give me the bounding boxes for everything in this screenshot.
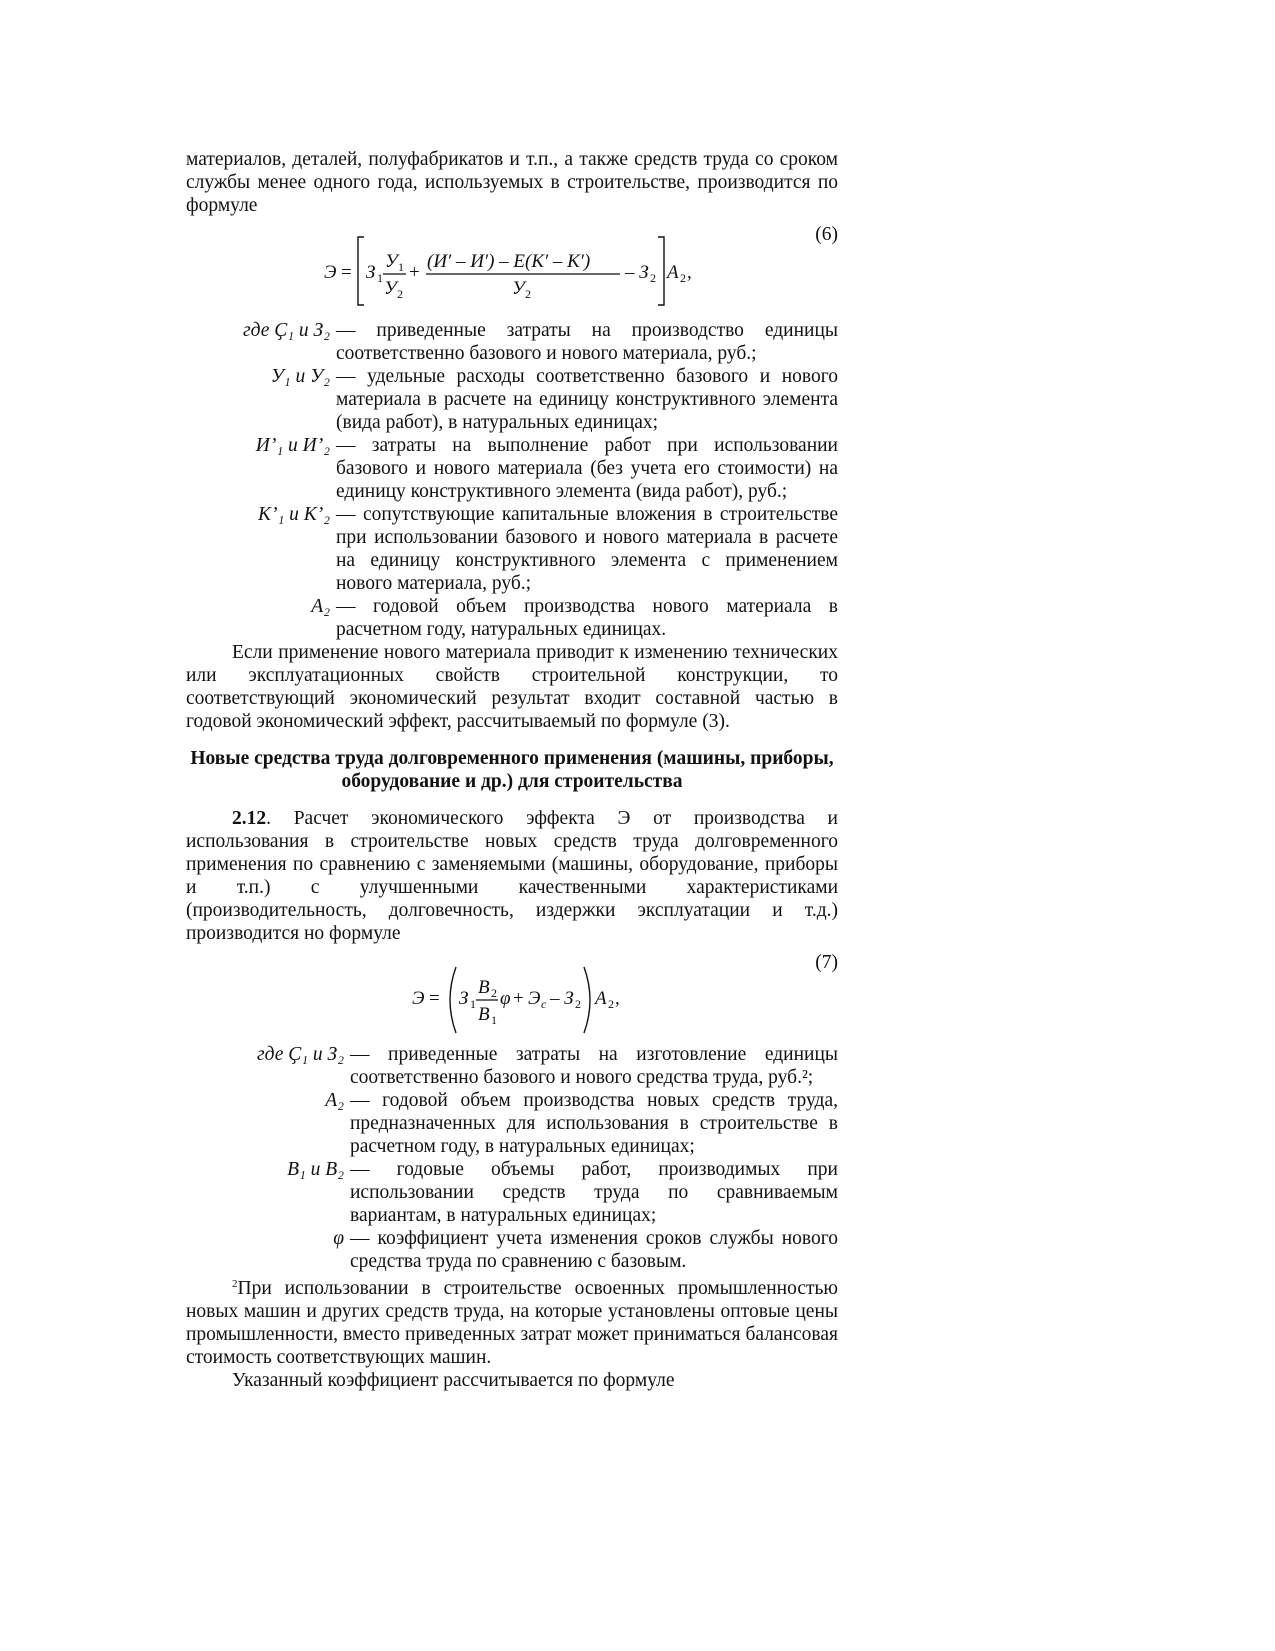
definition-text: — годовой объем производства новых средств труда, предназначенных для использования в строительстве в расчетном году, в натуральных единицах;: [350, 1090, 838, 1157]
definition-row: [186, 1158, 838, 1227]
formula-6-number: (6): [815, 224, 838, 245]
definition-text: — сопутствующие капитальные вложения в строительстве при использовании базового и нового материала в расчете на единицу конструктивного элемента с применением нового материала, руб.;: [336, 504, 838, 594]
definition-symbol: У₁ и У₂: [270, 366, 330, 387]
eq7-z2-sub: 2: [575, 997, 581, 1011]
footnote-text: При использовании в строительстве освоенных промышленностью новых машин и других средств труда, на которые установлены оптовые цены промышленности, вместо приведенных затрат может приниматься балансовая стоимость соответствующих машин.: [186, 1278, 838, 1368]
eq7-b2-sub: 2: [491, 986, 497, 1000]
formula-6: [186, 223, 838, 319]
eq6-a2: А: [667, 262, 679, 283]
document-page: [186, 148, 838, 1392]
eq6-z2-sub: 2: [650, 271, 656, 285]
eq6-right-bracket: [658, 237, 664, 305]
definition-row: [186, 503, 838, 595]
eq7-equals: =: [429, 988, 440, 1009]
eq6-plus: +: [409, 262, 420, 283]
definition-row: [186, 365, 838, 434]
last-line: Указанный коэффициент рассчитывается по формуле: [232, 1370, 675, 1391]
eq7-left-paren: [450, 967, 456, 1033]
formula-6-definitions: [186, 319, 838, 641]
eq6-equals: =: [341, 262, 352, 283]
definition-text: — приведенные затраты на изготовление единицы соответственно базового и нового средства труда, руб.²;: [350, 1044, 838, 1088]
eq6-numerator: (И′ – И′) – Е(К′ – К′): [427, 251, 591, 272]
paragraph-after-6: Если применение нового материала приводит к изменению технических или эксплуатационных свойств строительной конструкции, то соответствующий экономический результат входит составной частью в годовой экономический эффект, рассчитываемый по формуле (3).: [186, 642, 838, 732]
eq6-u2: У: [384, 278, 397, 299]
eq7-minus-z2: – З: [550, 988, 574, 1009]
eq7-lhs: Э: [412, 988, 425, 1009]
eq6-z1-sub: 1: [377, 271, 383, 285]
eq7-plus: +: [513, 988, 524, 1009]
definition-text: — годовые объемы работ, производимых при использовании средств труда по сравниваемым вариантам, в натуральных единицах;: [350, 1159, 838, 1226]
eq7-b1-sub: 1: [491, 1013, 497, 1027]
definition-symbol: К’₁ и К’₂: [258, 504, 330, 525]
eq7-z1: З: [459, 988, 469, 1009]
paragraph-2-12-text: . Расчет экономического эффекта Э от производства и использования в строительстве новых средств труда долговременного применения по сравнению с заменяемыми (машины, оборудование, приборы и т.п.) с улучшенными качественными характеристиками (производительность, долговечность, издержки эксплуатации и т.д.) производится но формуле: [186, 808, 838, 944]
paragraph-2-12-number: 2.12: [232, 808, 267, 829]
eq6-denominator-u2: У: [512, 278, 525, 299]
eq6-u2-sub: 2: [397, 287, 403, 301]
eq7-b1: В: [478, 1004, 490, 1025]
eq6-minus-z2: – З: [625, 262, 649, 283]
definition-text: — затраты на выполнение работ при использовании базового и нового материала (без учета его стоимости) на единицу конструктивного элемента (вида работ), руб.;: [336, 435, 838, 502]
eq6-comma: ,: [687, 262, 692, 283]
definition-symbol: И’₁ и И’₂: [255, 435, 330, 456]
definition-row: [186, 1089, 838, 1158]
eq7-b2: В: [478, 977, 490, 998]
eq7-right-paren: [584, 967, 590, 1033]
eq7-a2: А: [595, 988, 607, 1009]
definition-text: — удельные расходы соответственно базового и нового материала в расчете на единицу конструктивного элемента (вида работ), в натуральных единицах;: [336, 366, 838, 433]
definition-symbol: φ: [333, 1228, 344, 1249]
eq7-phi: φ: [500, 988, 511, 1009]
eq6-z1: З: [366, 262, 376, 283]
definition-row: [186, 434, 838, 503]
footnote: [186, 1273, 838, 1369]
definition-text: — коэффициент учета изменения сроков службы нового средства труда по сравнению с базовым.: [350, 1228, 838, 1272]
definition-symbol: В₁ и В₂: [287, 1159, 344, 1180]
eq7-ec-sub: с: [541, 997, 547, 1011]
formula-7-svg: [186, 951, 838, 1043]
formula-7: [186, 951, 838, 1043]
eq6-u1-sub: 1: [398, 260, 404, 274]
eq7-ec: Э: [528, 988, 541, 1009]
eq6-left-bracket: [358, 237, 364, 305]
definition-symbol: А₂: [311, 596, 330, 617]
definition-row: [186, 319, 838, 365]
eq7-comma: ,: [615, 988, 620, 1009]
definition-symbol: где Ҫ₁ и З₂: [243, 320, 330, 341]
definition-row: [186, 595, 838, 641]
definition-symbol: А₂: [325, 1090, 344, 1111]
section-heading: Новые средства труда долговременного применения (машины, приборы, оборудование и др.) для строительства: [190, 748, 834, 792]
definition-text: — годовой объем производства нового материала в расчетном году, натуральных единицах.: [336, 596, 838, 640]
definition-row: [186, 1227, 838, 1273]
footnote-mark: 2: [232, 1278, 238, 1290]
definition-text: — приведенные затраты на производство единицы соответственно базового и нового материала, руб.;: [336, 320, 838, 364]
eq6-u1: У: [385, 251, 398, 272]
formula-7-number: (7): [815, 952, 838, 973]
formula-6-svg: [186, 223, 838, 319]
intro-paragraph: материалов, деталей, полуфабрикатов и т.п., а также средств труда со сроком службы менее одного года, используемых в строительстве, производится по формуле: [186, 149, 838, 216]
formula-7-definitions: [186, 1043, 838, 1273]
eq7-a2-sub: 2: [608, 997, 614, 1011]
eq6-a2-sub: 2: [680, 271, 686, 285]
definition-row: [186, 1043, 838, 1089]
eq6-lhs: Э: [324, 262, 337, 283]
eq6-denom-sub: 2: [525, 287, 531, 301]
paragraph-2-12: [186, 807, 838, 945]
definition-symbol: где Ҫ₁ и З₂: [257, 1044, 344, 1065]
eq7-z1-sub: 1: [470, 997, 476, 1011]
